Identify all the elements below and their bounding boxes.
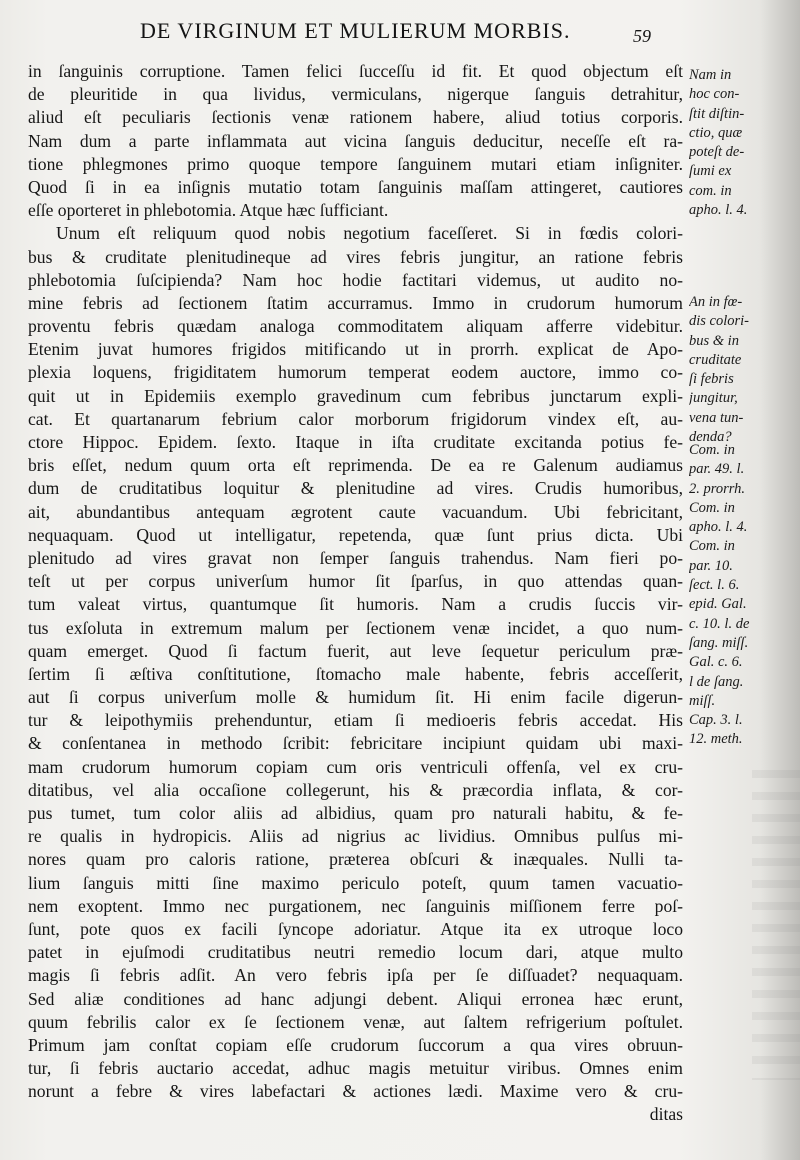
text-line: Primum jam conſtat copiam eſſe crudorum ſuccorum a qua vires obruun- [28, 1034, 683, 1055]
text-line: plexia loquens, frigiditatem humorum temperat eodem auctore, immo co- [28, 362, 683, 383]
text-line: aut ſi corpus univerſum molle & humidum ſit. Hi enim facile digerun- [28, 687, 683, 708]
text-line: teſt ut per corpus univerſum humor ſit ſparſus, in quo attendas quan- [28, 571, 683, 592]
text-line: Etenim juvat humores frigidos mitificando ut in prorrh. explicat de Apo- [28, 339, 683, 360]
margin-note-line: Com. in [689, 499, 735, 516]
running-title: DE VIRGINUM ET MULIERUM MORBIS. [140, 18, 571, 43]
margin-note-line: com. in [689, 182, 732, 199]
margin-note-line: poteſt de- [689, 144, 745, 161]
text-line: tione phlegmones primo quoque tempore ſanguinem mutari etiam inſigniter. [28, 153, 683, 174]
margin-note-line: Com. in [689, 538, 735, 555]
margin-note-line: apho. l. 4. [689, 519, 748, 536]
text-line: eſſe oporteret in phlebotomia. Atque hæc ſufficiant. [28, 200, 389, 221]
text-line: bus & cruditate plenitudineque ad vires febris jungitur, an ratione febris [28, 246, 683, 267]
margin-note-line: par. 10. [689, 557, 733, 574]
margin-note-line: bus & in [689, 332, 739, 349]
margin-note-line: ſi febris [689, 371, 734, 388]
body-text [28, 60, 683, 1127]
text-line: Unum eſt reliquum quod nobis negotium faceſſeret. Si in fœdis colori- [56, 223, 683, 244]
text-line: phlebotomia ſuſcipienda? Nam hoc hodie factitari videmus, ut audito no- [28, 269, 683, 290]
text-line: mine febris ad ſectionem ſtatim accurramus. Immo in crudorum humorum [28, 292, 683, 313]
margin-note [689, 293, 789, 447]
margin-note-line: dis colori- [689, 313, 750, 330]
margin-note-line: Cap. 3. l. [689, 712, 743, 729]
margin-note-line: miſſ. [689, 692, 716, 709]
margin-note-line: 12. meth. [689, 731, 743, 748]
text-line: ditatibus, vel alia occaſione collegerunt, his & præcordia inflata, & cor- [28, 779, 683, 800]
margin-note-line: 2. prorrh. [689, 480, 746, 497]
catchword: ditas [649, 1104, 683, 1125]
margin-note-line: c. 10. l. de [689, 615, 750, 632]
text-line: plenitudo ad vires gravat non ſemper ſanguis trahendus. Nam fieri po- [28, 547, 683, 568]
margin-note-line: cruditate [689, 351, 742, 368]
text-line: dum de cruditatibus loquitur & plenitudine ad vires. Crudis humoribus, [28, 478, 683, 499]
margin-note-line: ſumi ex [689, 163, 732, 180]
text-line: cat. Et quartanarum febrium calor morborum frigidorum vindex eſt, au- [28, 408, 683, 429]
text-line: & conſentanea in methodo ſcribit: febricitare incipiunt quidam ubi maxi- [28, 733, 683, 754]
margin-note-line: Nam in [689, 67, 732, 83]
text-line: re qualis in hydropicis. Aliis ad nigrius ac lividius. Omnibus pulſus mi- [28, 826, 683, 847]
text-line: Nam dum a parte inflammata aut vicina ſanguis deducitur, neceſſe eſt ra- [28, 130, 683, 151]
text-line: quum febrilis calor ex ſe ſectionem venæ, aut ſaltem refrigerium poſtulet. [28, 1011, 683, 1032]
text-line: bris eſſet, nedum quum orta eſt reprimenda. De ea re Galenum audiamus [28, 455, 683, 476]
text-line: norunt a febre & vires labefactari & actiones lædi. Maxime vero & cru- [28, 1081, 683, 1102]
text-line: lium ſanguis mitti ſine maximo periculo poteſt, quum tamen vacuatio- [28, 872, 683, 893]
margin-note-line: denda? [689, 429, 732, 446]
margin-note-line: Gal. c. 6. [689, 654, 743, 671]
text-line: proventu febris quædam analoga commoditatem aliquam afferre videbitur. [28, 316, 683, 337]
margin-note [689, 66, 789, 220]
text-line: tus exſoluta in extremum malum per ſectionem venæ incidet, a quo num- [28, 617, 683, 638]
text-line: mam crudorum humorum copiam cum oris ventriculi offenſa, vel ex cru- [28, 756, 683, 777]
margin-note-line: vena tun- [689, 409, 744, 426]
text-line: ſunt, pote quos ex facili ſyncope adoriatur. Atque ita ex utroque loco [28, 918, 683, 939]
margin-note-line: epid. Gal. [689, 596, 747, 613]
text-line: Quod ſi in ea inſignis mutatio totam ſanguinis maſſam attingeret, cautiores [28, 176, 683, 197]
running-head [0, 18, 800, 48]
text-line: ctore Hippoc. Epidem. ſexto. Itaque in iſta cruditate excitanda potius fe- [28, 432, 683, 452]
margin-note-line: par. 49. l. [689, 461, 745, 478]
margin-note-line: Com. in [689, 442, 735, 458]
page-number: 59 [633, 26, 651, 46]
margin-note-line: ſang. miſſ. [689, 634, 749, 651]
text-line: pus tumet, tum color aliis ad albidius, quam pro naturali habitu, & fe- [28, 803, 683, 823]
text-line: aliud eſt peculiaris ſectionis venæ rationem habere, aliud totius corporis. [28, 107, 683, 128]
text-line: quam emerget. Quod ſi factum fuerit, aut leve ſequetur periculum præ- [28, 640, 683, 661]
text-line: quit ut in Epidemiis exemplo gravedinum cum febribus junctarum expli- [28, 385, 683, 406]
margin-note-line: jungitur, [689, 390, 738, 407]
margin-note-line: ctio, quæ [689, 124, 743, 141]
margin-note-line: l de ſang. [689, 673, 744, 690]
margin-note-line: ſtit diſtin- [689, 105, 745, 122]
margin-note-line: An in fœ- [689, 294, 743, 310]
facing-page-bleed [752, 770, 800, 1080]
text-line: tum valeat virtus, quantumque ſit humoris. Nam a crudis ſuccis vir- [28, 594, 683, 615]
text-line: nequaquam. Quod ut intelligatur, repetenda, quæ ſunt prius dicta. Ubi [28, 524, 683, 545]
text-line: ait, abundantibus antequam ægrotent caute vacuandum. Ubi febricitant, [28, 501, 683, 522]
text-line: patet in ejuſmodi cruditatibus neutri remedio locum dari, atque multo [28, 942, 683, 963]
text-line: tur & leipothymiis prehenduntur, etiam ſi medioeris febris accedat. His [28, 710, 683, 731]
text-line: nem exoptent. Immo nec purgationem, nec ſanguinis miſſionem ferre poſ- [28, 895, 683, 916]
text-line: de pleuritide in qua lividus, vermiculans, nigerque ſanguis detrahitur, [28, 84, 683, 105]
margin-note-line: ſect. l. 6. [689, 577, 740, 594]
text-line: in ſanguinis corruptione. Tamen felici ſucceſſu id fit. Et quod objectum eſt [28, 61, 683, 81]
text-line: nores quam pro caloris ratione, præterea obſcuri & inæquales. Nulli ta- [28, 849, 683, 870]
text-line: magis ſi febris adſit. An vero febris ipſa per ſe diſſuadet? nequaquam. [28, 965, 683, 986]
margin-note [689, 441, 789, 750]
text-line: Sed aliæ conditiones ad hanc adjungi debent. Aliqui erronea hæc erunt, [28, 988, 683, 1009]
margin-note-line: hoc con- [689, 86, 740, 103]
margin-note-line: apho. l. 4. [689, 202, 748, 219]
text-line: tur, ſi febris auctario accedat, adhuc magis metuitur viribus. Omnes enim [28, 1058, 683, 1079]
text-line: ſertim ſi æſtiva conſtitutione, ſtomacho male habente, febris acceſſerit, [28, 663, 683, 684]
